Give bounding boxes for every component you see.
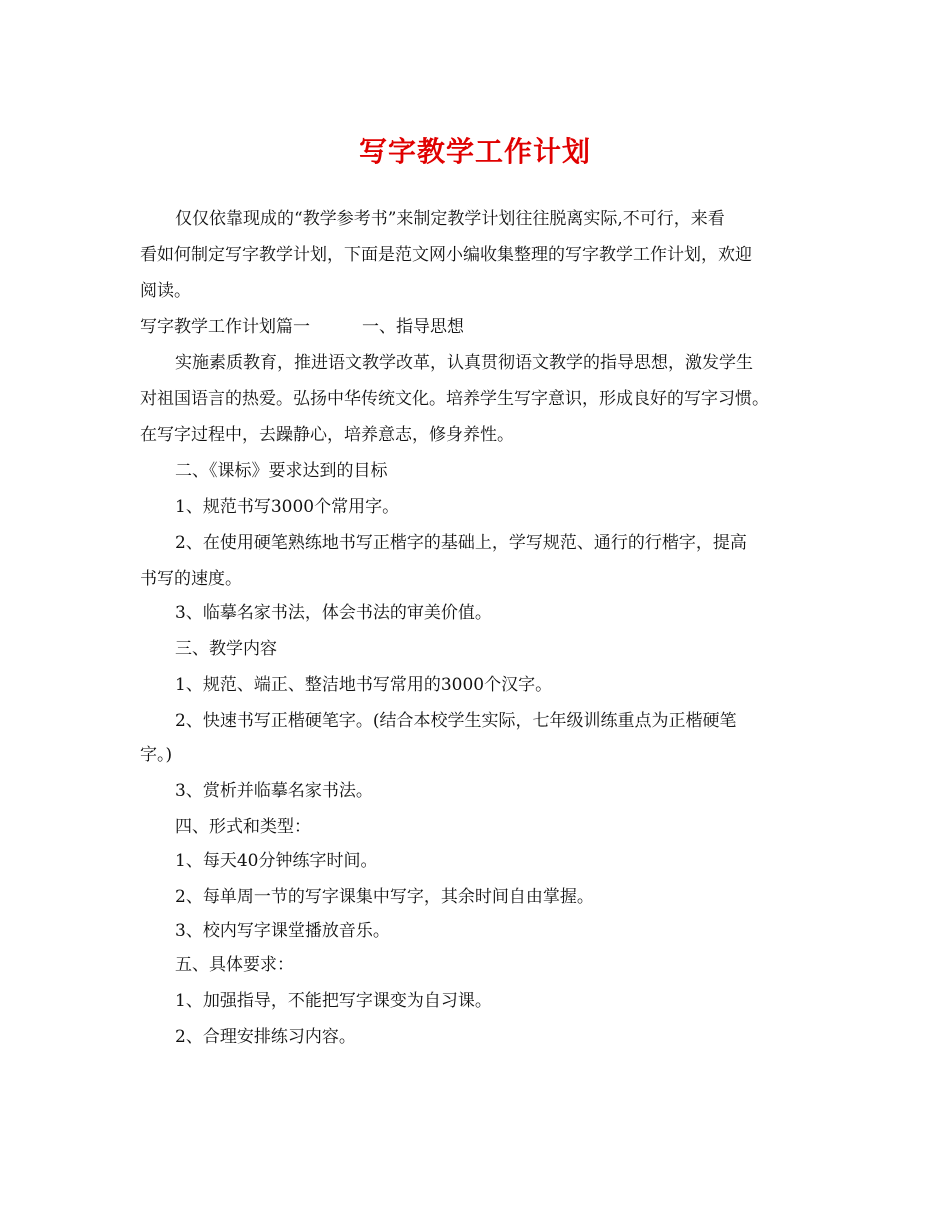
list-item: 1、每天40分钟练字时间。: [175, 851, 378, 871]
paragraph-line: 实施素质教育，推进语文教学改革，认真贯彻语文教学的指导思想，激发学生: [175, 353, 753, 373]
list-item: 2、每单周一节的写字课集中写字，其余时间自由掌握。: [175, 887, 594, 907]
list-item: 2、快速书写正楷硬笔字。(结合本校学生实际，七年级训练重点为正楷硬笔: [175, 711, 737, 731]
list-item: 3、赏析并临摹名家书法。: [175, 781, 373, 801]
list-item-continuation: 字。): [140, 745, 173, 765]
heading-requirements: 五、具体要求：: [175, 955, 294, 975]
list-item: 1、规范书写3000个常用字。: [175, 497, 400, 517]
paragraph-line: 对祖国语言的热爱。弘扬中华传统文化。培养学生写字意识，形成良好的写字习惯。: [140, 389, 769, 409]
heading-guiding-thought: 一、指导思想: [362, 317, 464, 337]
list-item: 3、临摹名家书法，体会书法的审美价值。: [175, 603, 492, 623]
list-item: 2、合理安排练习内容。: [175, 1027, 356, 1047]
list-item: 2、在使用硬笔熟练地书写正楷字的基础上，学写规范、通行的行楷字，提高: [175, 533, 747, 553]
paragraph-line: 在写字过程中，去躁静心，培养意志，修身养性。: [140, 425, 514, 445]
intro-line-2: 看如何制定写字教学计划，下面是范文网小编收集整理的写字教学工作计划，欢迎: [140, 245, 752, 265]
intro-line-1: 仅仅依靠现成的“教学参考书”来制定教学计划往往脱离实际,不可行，来看: [175, 209, 725, 229]
heading-forms: 四、形式和类型：: [175, 817, 311, 837]
section-label: 写字教学工作计划篇一: [140, 317, 310, 337]
intro-line-3: 阅读。: [140, 281, 191, 301]
document-title: 写字教学工作计划: [358, 135, 591, 168]
heading-goals: 二、《课标》要求达到的目标: [175, 461, 388, 481]
heading-content: 三、教学内容: [175, 639, 277, 659]
list-item-continuation: 书写的速度。: [140, 569, 242, 589]
list-item: 1、加强指导，不能把写字课变为自习课。: [175, 991, 492, 1011]
list-item: 3、校内写字课堂播放音乐。: [175, 921, 390, 941]
list-item: 1、规范、端正、整洁地书写常用的3000个汉字。: [175, 675, 553, 695]
